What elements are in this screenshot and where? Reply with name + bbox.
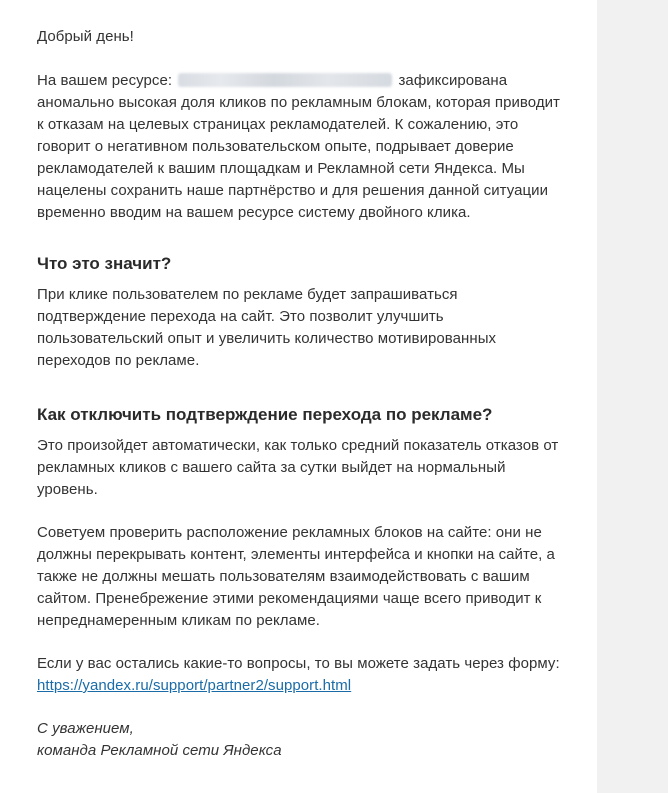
intro-suffix: зафиксирована аномально высокая доля кликов по рекламным блокам, которая приводит к отказам на целевых страницах рекламодателей. К сожалению, это говорит о негативном пользовательском опыте, подрывает доверие рекламодателей к вашим площадкам и Рекламной сети Яндекса. Мы нацелены сохранить наше партнёрство и для решения данной ситуации временно вводим на вашем ресурсе систему двойного клика.	[37, 72, 560, 221]
section-heading-meaning: Что это значит?	[37, 254, 172, 273]
questions-text: Если у вас остались какие-то вопросы, то вы можете задать через форму:	[37, 655, 560, 672]
section-heading-disable: Как отключить подтверждение перехода по рекламе?	[37, 405, 493, 424]
email-content	[37, 26, 565, 762]
intro-prefix: На вашем ресурсе:	[37, 72, 173, 89]
support-link[interactable]: https://yandex.ru/support/partner2/support.html	[37, 677, 352, 694]
signature-line-1: С уважением,	[37, 720, 134, 737]
signature	[37, 718, 565, 762]
greeting-text: Добрый день!	[37, 28, 134, 45]
signature-line-2: команда Рекламной сети Яндекса	[37, 742, 282, 759]
intro-paragraph	[37, 70, 565, 224]
auto-disable-paragraph: Это произойдет автоматически, как только средний показатель отказов от рекламных кликов с вашего сайта за сутки выйдет на нормальный уровень.	[37, 437, 559, 498]
meaning-paragraph: При клике пользователем по рекламе будет запрашиваться подтверждение перехода на сайт. Это позволит улучшить пользовательский опыт и увеличить количество мотивированных переходов по рекламе.	[37, 286, 497, 369]
advice-paragraph: Советуем проверить расположение рекламных блоков на сайте: они не должны перекрывать контент, элементы интерфейса и кнопки на сайте, а также не должны мешать пользователям взаимодействовать с вашим сайтом. Пренебрежение этими рекомендациями чаще всего приводит к непреднамеренным кликам по рекламе.	[37, 524, 555, 629]
redacted-resource-url	[178, 73, 392, 87]
questions-paragraph	[37, 653, 565, 697]
